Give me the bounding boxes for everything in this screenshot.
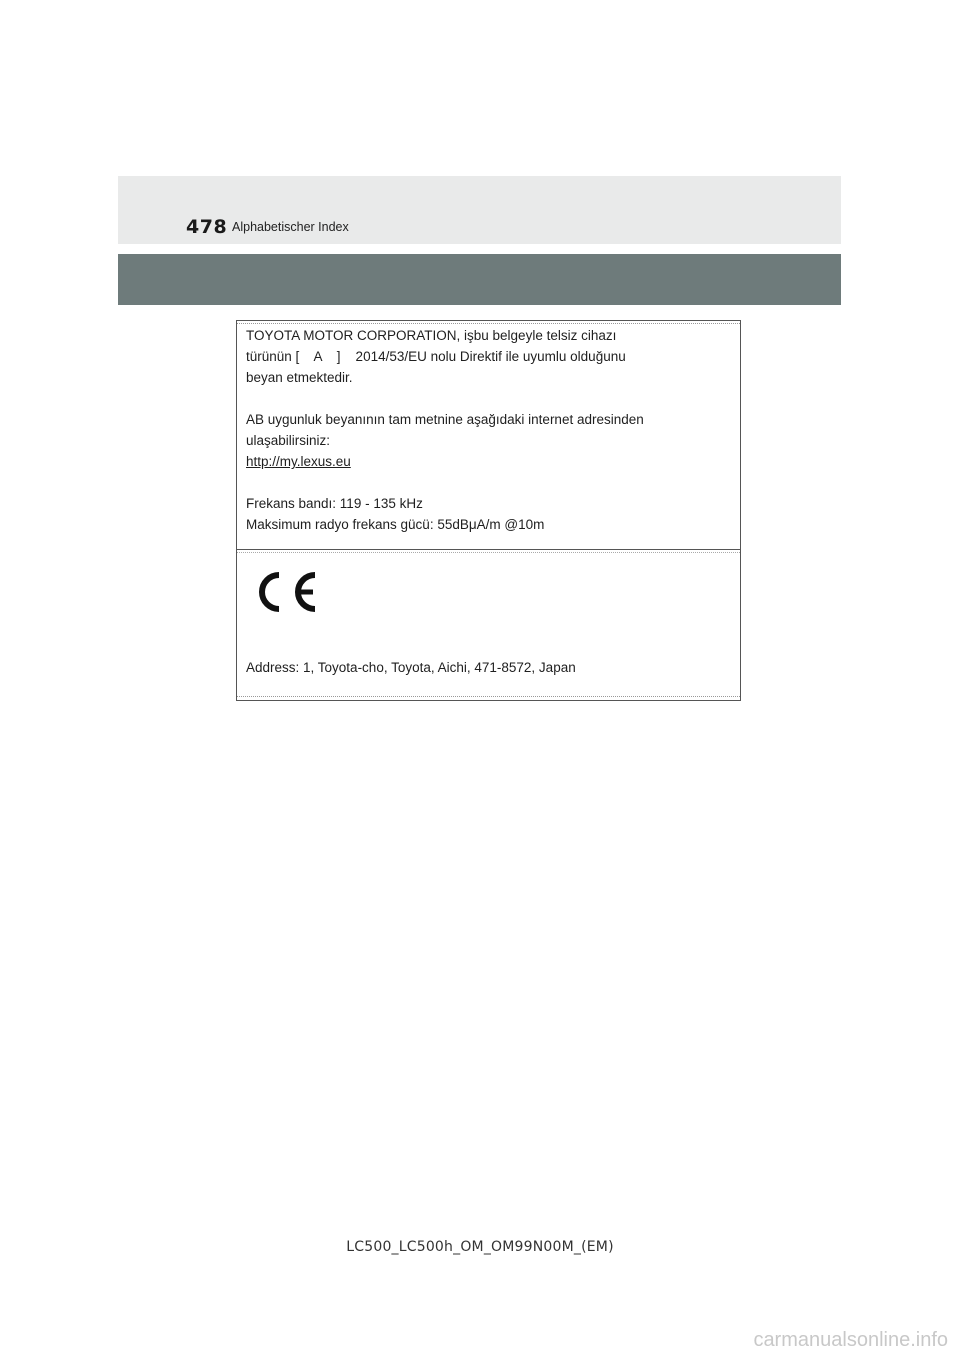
divider [237, 552, 740, 553]
ce-mark-icon [255, 569, 321, 615]
watermark: carmanualsonline.info [753, 1329, 948, 1351]
text-line: türünün [ A ] 2014/53/EU nolu Direktif ile uyumlu olduğunu [246, 349, 626, 364]
text-line: TOYOTA MOTOR CORPORATION, işbu belgeyle telsiz cihazı [246, 328, 617, 343]
section-title: Alphabetischer Index [232, 220, 349, 234]
divider [237, 696, 740, 697]
text-line: AB uygunluk beyanının tam metnine aşağıdaki internet adresinden [246, 412, 644, 427]
section-banner [118, 254, 841, 305]
declaration-box [236, 320, 741, 701]
text-line: Maksimum radyo frekans gücü: 55dBμA/m @10m [246, 517, 545, 532]
text-line: ulaşabilirsiniz: [246, 433, 331, 448]
declaration-text-section [237, 321, 740, 550]
text-line: Frekans bandı: 119 - 135 kHz [246, 496, 423, 511]
frequency-paragraph [246, 493, 736, 535]
manufacturer-address: Address: 1, Toyota-cho, Toyota, Aichi, 471-8572, Japan [246, 660, 576, 675]
url-paragraph [246, 409, 736, 472]
page-number: 478 [186, 216, 228, 238]
document-code: LC500_LC500h_OM_OM99N00M_(EM) [346, 1239, 614, 1255]
declaration-paragraph [246, 325, 736, 388]
text-line: beyan etmektedir. [246, 370, 353, 385]
declaration-link[interactable]: http://my.lexus.eu [246, 454, 351, 469]
